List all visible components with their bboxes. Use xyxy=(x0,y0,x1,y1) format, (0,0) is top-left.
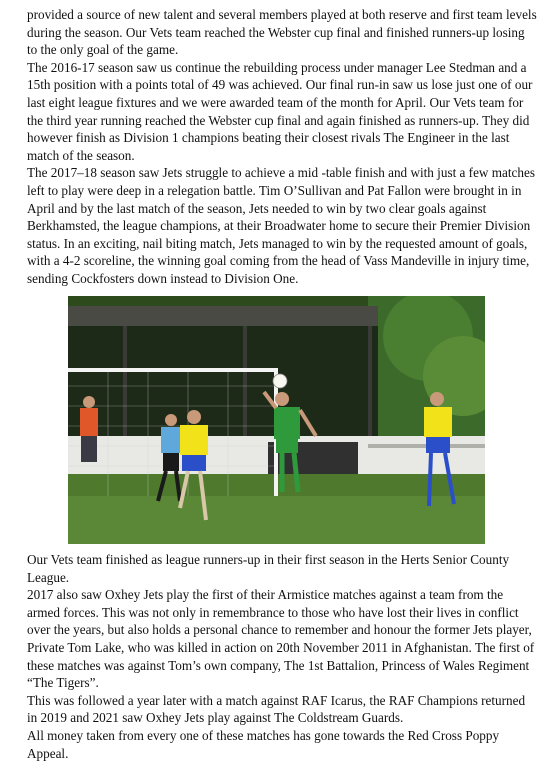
paragraph: All money taken from every one of these matches has gone towards the Red Cross Poppy Appeal. xyxy=(27,727,500,761)
paragraph: provided a source of new talent and several members played at both reserve and first team levels during the season. Our Vets team reached the Webster cup final and finished runners-up losing to the only goal of the game. xyxy=(27,7,537,58)
paragraph: This was followed a year later with a match against RAF Icarus, the RAF Champions returned in 2019 and 2021 saw Oxhey Jets play against The Coldstream Guards. xyxy=(27,692,526,726)
article-text-top xyxy=(27,6,537,288)
steward xyxy=(80,408,98,436)
article-text-bottom xyxy=(27,551,537,762)
match-photo xyxy=(68,296,485,544)
goalkeeper xyxy=(161,427,181,453)
player-yellow xyxy=(180,425,208,455)
stand-roof xyxy=(68,306,378,326)
paragraph: The 2016-17 season saw us continue the rebuilding process under manager Lee Stedman and a 15th position with a points total of 49 was achieved. Our final run-in saw us lose just one of our last eight league fixtures and we were awarded team of the month for April. Our Vets team for the third year running reached the Webster cup final and again finished as runners-up. They did however finish as Division 1 champions beating their closest rivals The Engineer in the last match of the season. xyxy=(27,59,533,163)
goal-crossbar xyxy=(68,368,278,372)
paragraph: Our Vets team finished as league runners-up in their first season in the Herts Senior County League. xyxy=(27,552,510,585)
football xyxy=(273,374,287,388)
paragraph: The 2017–18 season saw Jets struggle to achieve a mid -table finish and with just a few matches left to play were deep in a relegation battle. Tim O’Sullivan and Pat Fallon were brought in in April and by the last match of the season, Jets needed to win by two clear goals against Berkhamsted, the league champions, at their Broadwater home to secure their Premier Division status. In an exciting, nail biting match, Jets managed to win by the requested amount of goals, with a 4-2 scoreline, the winning goal coming from the head of Vass Mandeville in injury time, sending Cockfosters down instead to Division One. xyxy=(27,165,535,286)
player-yellow-right xyxy=(424,407,452,437)
paragraph: 2017 also saw Oxhey Jets play the first of their Armistice matches against a team from the armed forces. This was not only in remembrance to those who have lost their lives in conflict over the years, but also holds a personal chance to remember and honour the former Jets player, Private Tom Lake, who was killed in action on 20th November 2011 in Afghanistan. The first of these matches was against Tom’s own company, The 1st Battalion, Princess of Wales Regiment “The Tigers”. xyxy=(27,587,535,691)
player-green xyxy=(274,407,300,439)
